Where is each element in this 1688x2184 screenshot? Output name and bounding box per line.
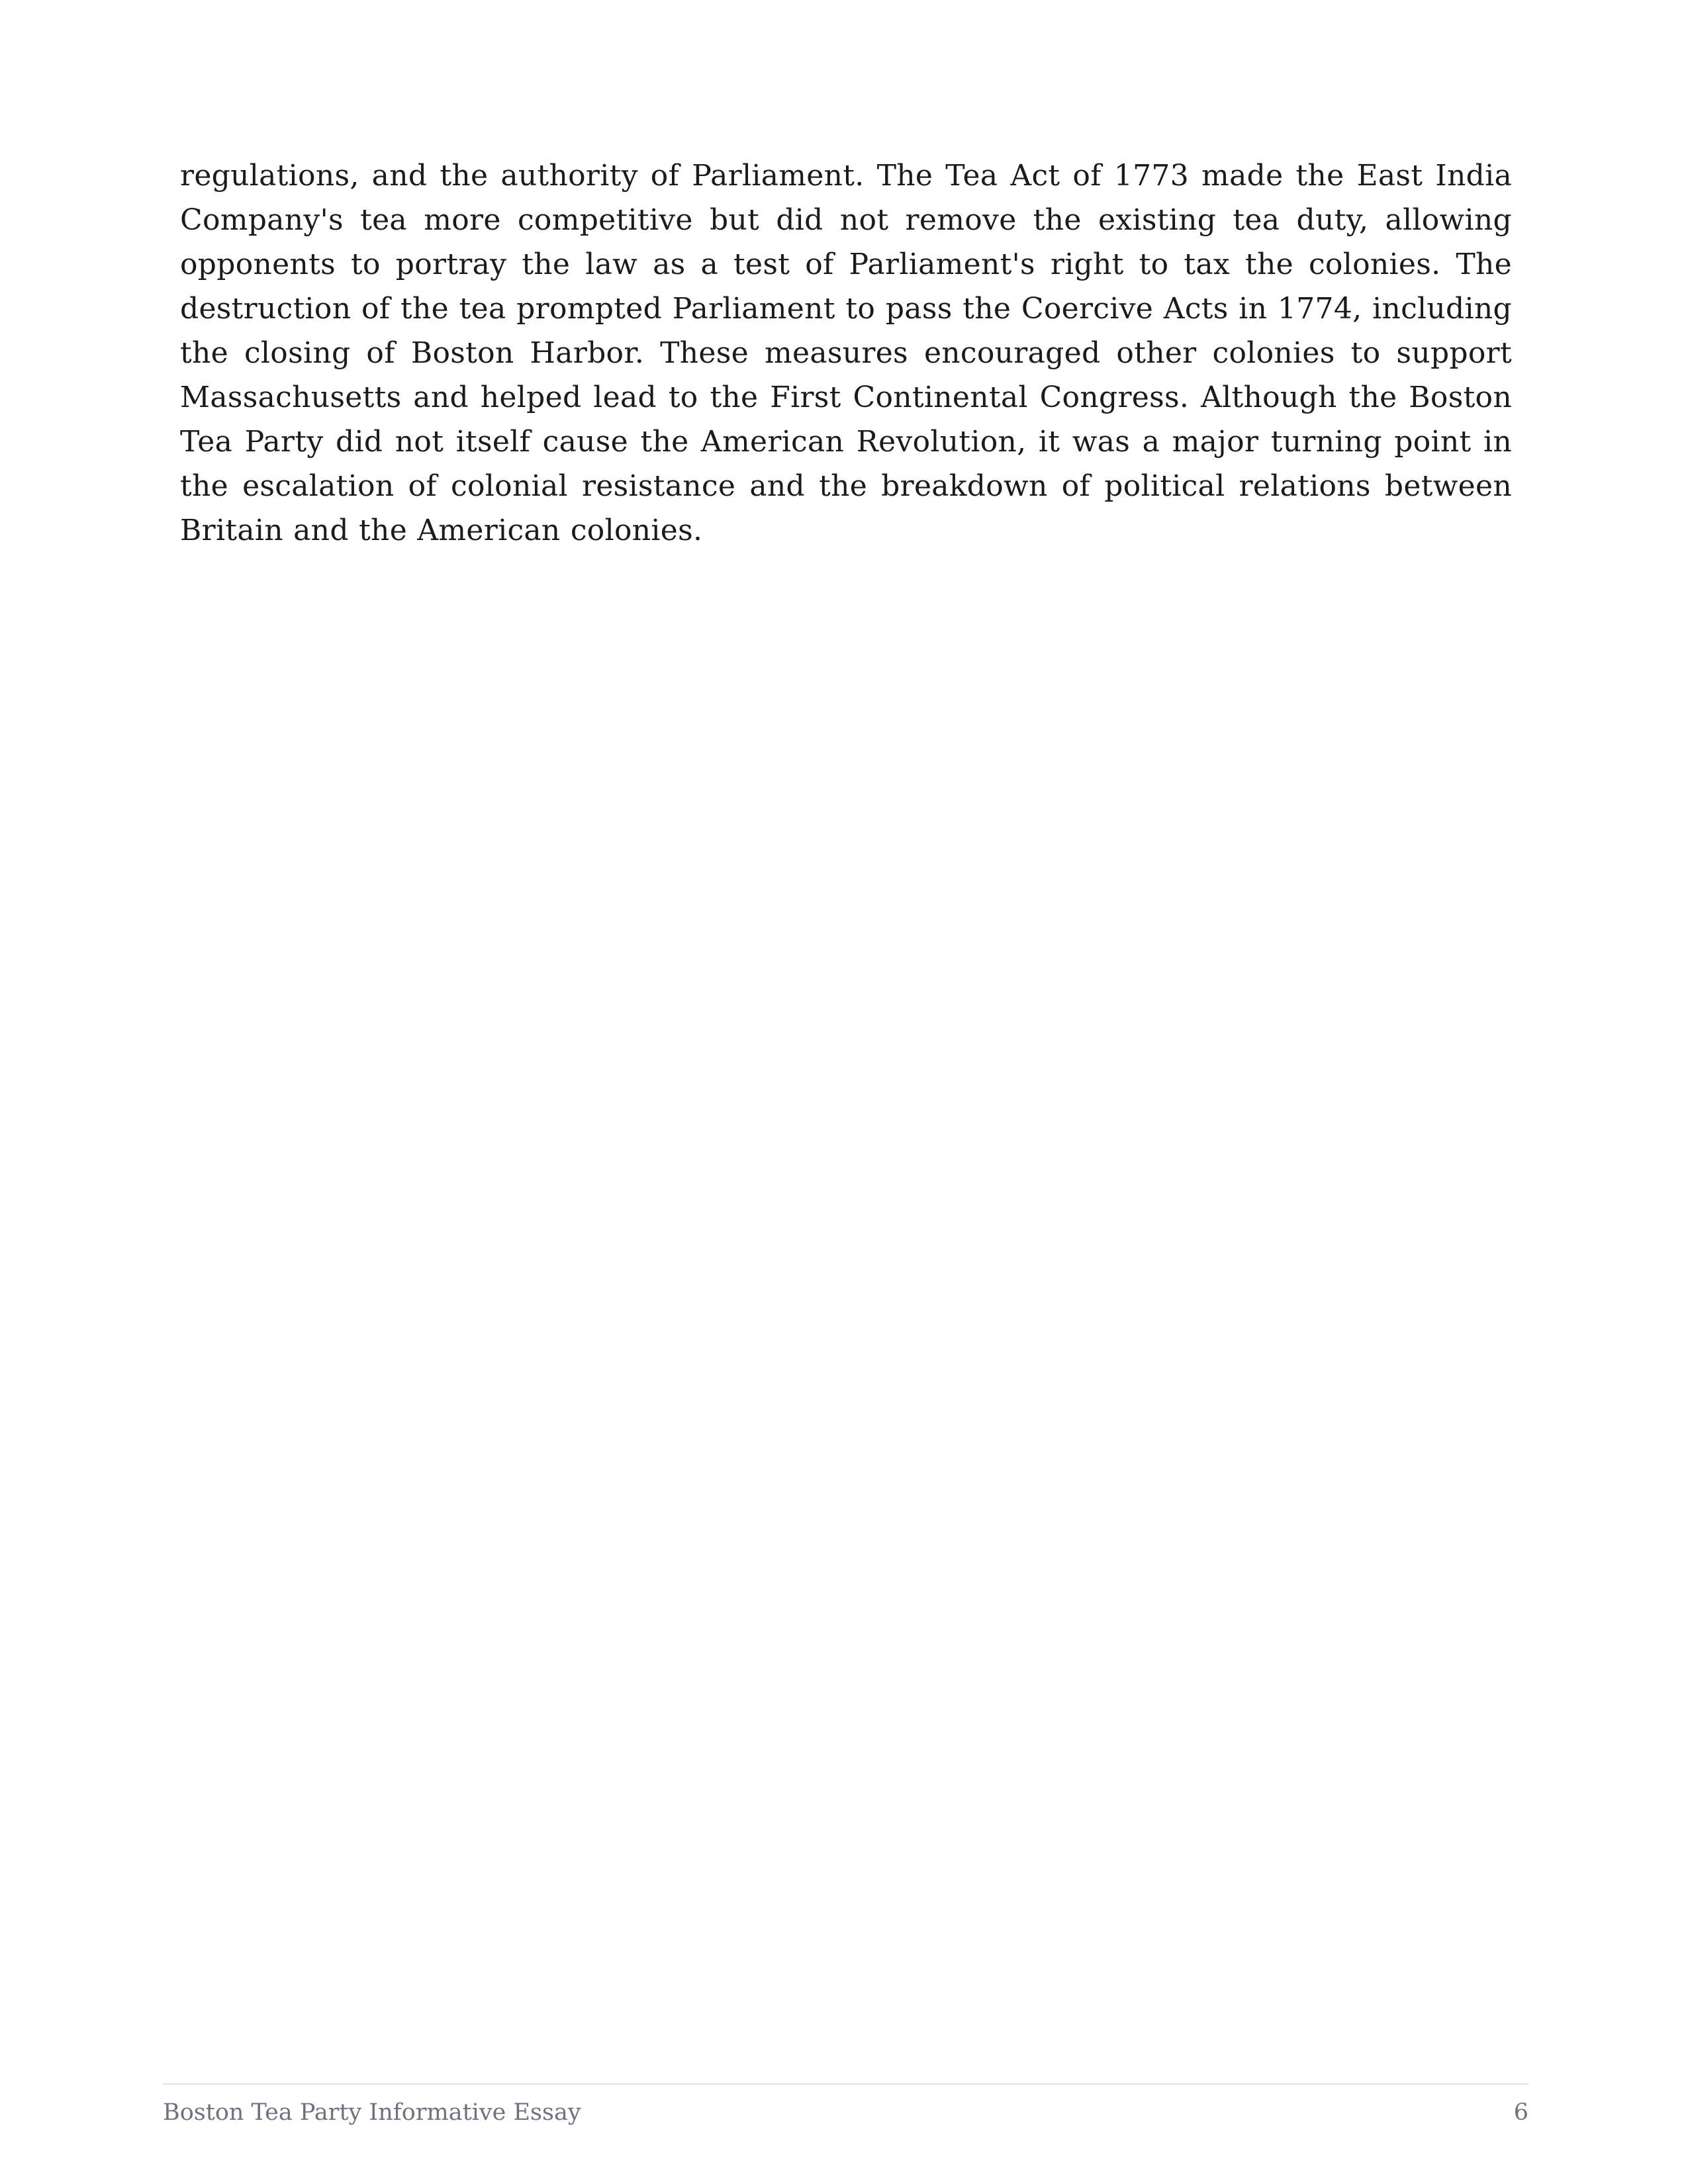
footer-divider	[163, 2083, 1528, 2085]
body-paragraph: regulations, and the authority of Parliament. The Tea Act of 1773 made the East India Company's tea more competitive but did not remove the existing tea duty, allowing opponents to portray the law as a test of Parliament's right to tax the colonies. The destruction of the tea prompted Parliament to pass the Coercive Acts in 1774, including the closing of Boston Harbor. These measures encouraged other colonies to support Massachusetts and helped lead to the First Continental Congress. Although the Boston Tea Party did not itself cause the American Revolution, it was a major turning point in the escalation of colonial resistance and the breakdown of political relations between Britain and the American colonies.	[180, 159, 1512, 547]
footer-document-title: Boston Tea Party Informative Essay	[163, 2099, 581, 2126]
footer-page-number: 6	[1513, 2099, 1528, 2126]
